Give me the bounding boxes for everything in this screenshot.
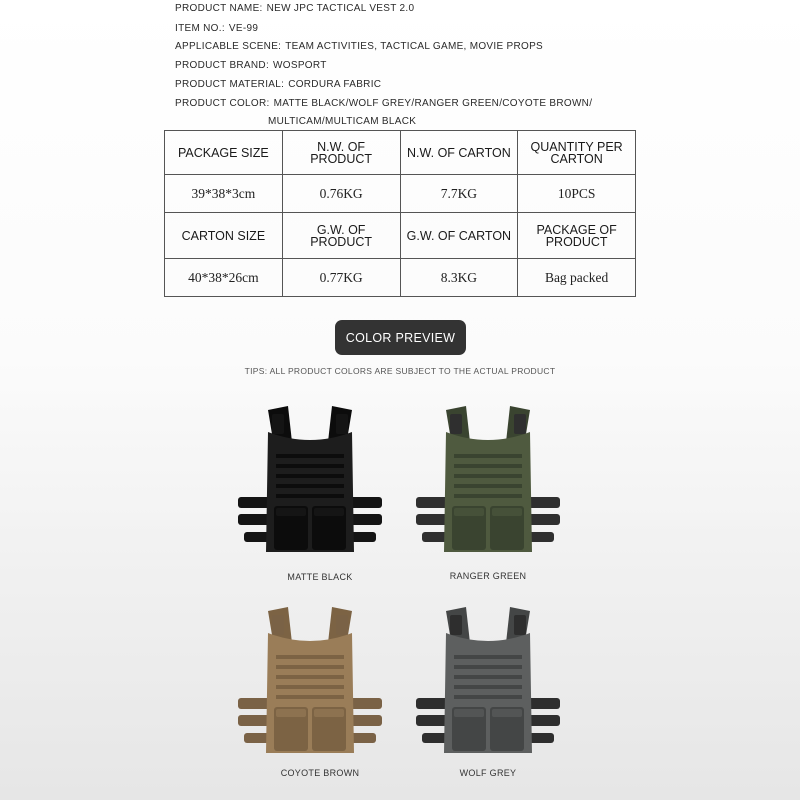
table-header-cell: QUANTITY PER CARTON: [518, 131, 636, 175]
table-header-cell: N.W. OF PRODUCT: [282, 131, 400, 175]
vest-coyote-brown-icon: [230, 603, 390, 758]
vest-image-ranger-green: [408, 402, 568, 557]
table-cell: 10PCS: [518, 175, 636, 213]
table-row: [165, 259, 636, 297]
table-cell: 0.76KG: [282, 175, 400, 213]
color-preview-heading: COLOR PREVIEW: [335, 320, 466, 355]
table-cell: 8.3KG: [400, 259, 518, 297]
table-cell: 39*38*3cm: [165, 175, 283, 213]
caption-ranger-green: RANGER GREEN: [449, 571, 527, 581]
spec-item-no: ITEM NO.: VE-99: [175, 23, 259, 34]
table-cell: 0.77KG: [282, 259, 400, 297]
table-header-cell: G.W. OF CARTON: [400, 213, 518, 259]
spec-product-color: PRODUCT COLOR: MATTE BLACK/WOLF GREY/RANGER GREEN/COYOTE BROWN/: [175, 98, 593, 109]
caption-matte-black: MATTE BLACK: [287, 572, 353, 582]
color-tips-note: TIPS: ALL PRODUCT COLORS ARE SUBJECT TO THE ACTUAL PRODUCT: [244, 366, 556, 376]
vest-image-wolf-grey: [408, 603, 568, 758]
table-header-row: [165, 131, 636, 175]
caption-coyote-brown: COYOTE BROWN: [280, 768, 360, 778]
table-header-cell: G.W. OF PRODUCT: [282, 213, 400, 259]
spec-product-brand: PRODUCT BRAND: WOSPORT: [175, 60, 327, 71]
table-header-row: [165, 213, 636, 259]
vest-image-coyote-brown: [230, 603, 390, 758]
spec-product-color-continued: MULTICAM/MULTICAM BLACK: [268, 116, 417, 127]
table-header-cell: PACKAGE OF PRODUCT: [518, 213, 636, 259]
spec-product-name: PRODUCT NAME: NEW JPC TACTICAL VEST 2.0: [175, 3, 415, 14]
vest-ranger-green-icon: [408, 402, 568, 557]
table-header-cell: PACKAGE SIZE: [165, 131, 283, 175]
table-cell: 7.7KG: [400, 175, 518, 213]
spec-product-material: PRODUCT MATERIAL: CORDURA FABRIC: [175, 79, 382, 90]
vest-image-matte-black: [230, 402, 390, 557]
table-header-cell: CARTON SIZE: [165, 213, 283, 259]
table-header-cell: N.W. OF CARTON: [400, 131, 518, 175]
table-cell: 40*38*26cm: [165, 259, 283, 297]
vest-wolf-grey-icon: [408, 603, 568, 758]
packaging-table: [164, 130, 636, 297]
table-cell: Bag packed: [518, 259, 636, 297]
caption-wolf-grey: WOLF GREY: [459, 768, 517, 778]
spec-applicable-scene: APPLICABLE SCENE: TEAM ACTIVITIES, TACTICAL GAME, MOVIE PROPS: [175, 41, 544, 52]
table-row: [165, 175, 636, 213]
vest-matte-black-icon: [230, 402, 390, 557]
